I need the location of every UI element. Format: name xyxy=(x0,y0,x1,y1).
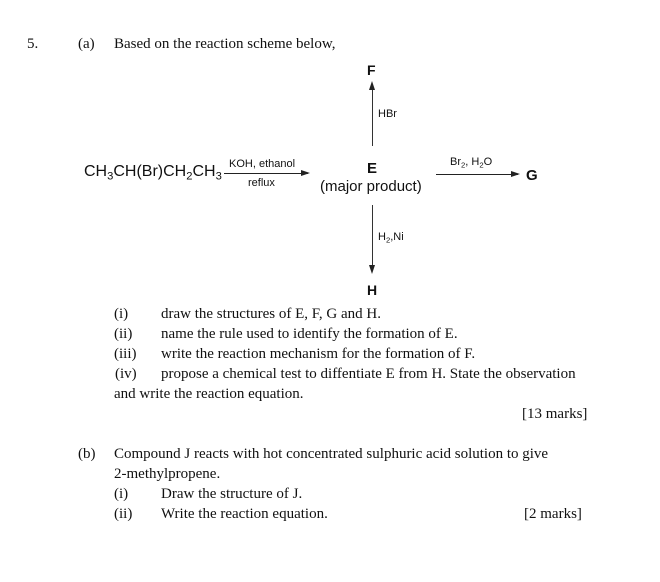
product-e: E xyxy=(367,160,378,177)
part-a-label: (a) xyxy=(78,36,95,52)
product-g: G xyxy=(526,167,538,184)
part-b-marks: [2 marks] xyxy=(524,506,582,522)
part-b-line2: 2-methylpropene. xyxy=(114,466,221,482)
item-a-iv-num: (iv) xyxy=(115,366,137,382)
item-a-iii-text: write the reaction mechanism for the formation of F. xyxy=(161,346,476,362)
item-b-i-text: Draw the structure of J. xyxy=(161,486,303,502)
item-a-ii-text: name the rule used to identify the formation of E. xyxy=(161,326,458,342)
arrow-down-icon xyxy=(372,205,373,271)
reagent-br2-h2o: $Br_2$, $H_2O$ xyxy=(450,156,493,170)
item-b-ii-text: Write the reaction equation. xyxy=(161,506,328,522)
reactant-formula: $CH_3CH(Br)CH_2CH_3$ xyxy=(84,163,222,183)
item-a-iii-num: (iii) xyxy=(114,346,137,362)
item-a-i-text: draw the structures of E, F, G and H. xyxy=(161,306,381,322)
question-number: 5. xyxy=(27,36,39,52)
item-b-ii-num: (ii) xyxy=(114,506,133,522)
product-f: F xyxy=(367,62,376,78)
item-b-i-num: (i) xyxy=(114,486,129,502)
condition-reflux: reflux xyxy=(248,177,275,189)
reagent-h2-ni: $H_2,Ni$ xyxy=(378,231,404,245)
part-b-line1: Compound J reacts with hot concentrated sulphuric acid solution to give xyxy=(114,446,549,462)
item-a-ii-num: (ii) xyxy=(114,326,133,342)
product-h: H xyxy=(367,282,378,298)
part-a-intro: Based on the reaction scheme below, xyxy=(114,36,336,52)
arrow-right-icon xyxy=(224,173,308,174)
major-product-note: (major product) xyxy=(320,178,422,195)
item-a-iv-continuation: and write the reaction equation. xyxy=(114,386,304,402)
arrow-right-icon xyxy=(436,174,518,175)
arrow-up-icon xyxy=(372,84,373,146)
reagent-koh-ethanol: KOH, ethanol xyxy=(229,158,296,170)
reagent-hbr: HBr xyxy=(378,108,397,120)
item-a-i-num: (i) xyxy=(114,306,129,322)
item-a-iv-text: propose a chemical test to diffentiate E from H. State the observation xyxy=(161,366,576,382)
part-a-marks: [13 marks] xyxy=(522,406,588,422)
part-b-label: (b) xyxy=(78,446,96,462)
